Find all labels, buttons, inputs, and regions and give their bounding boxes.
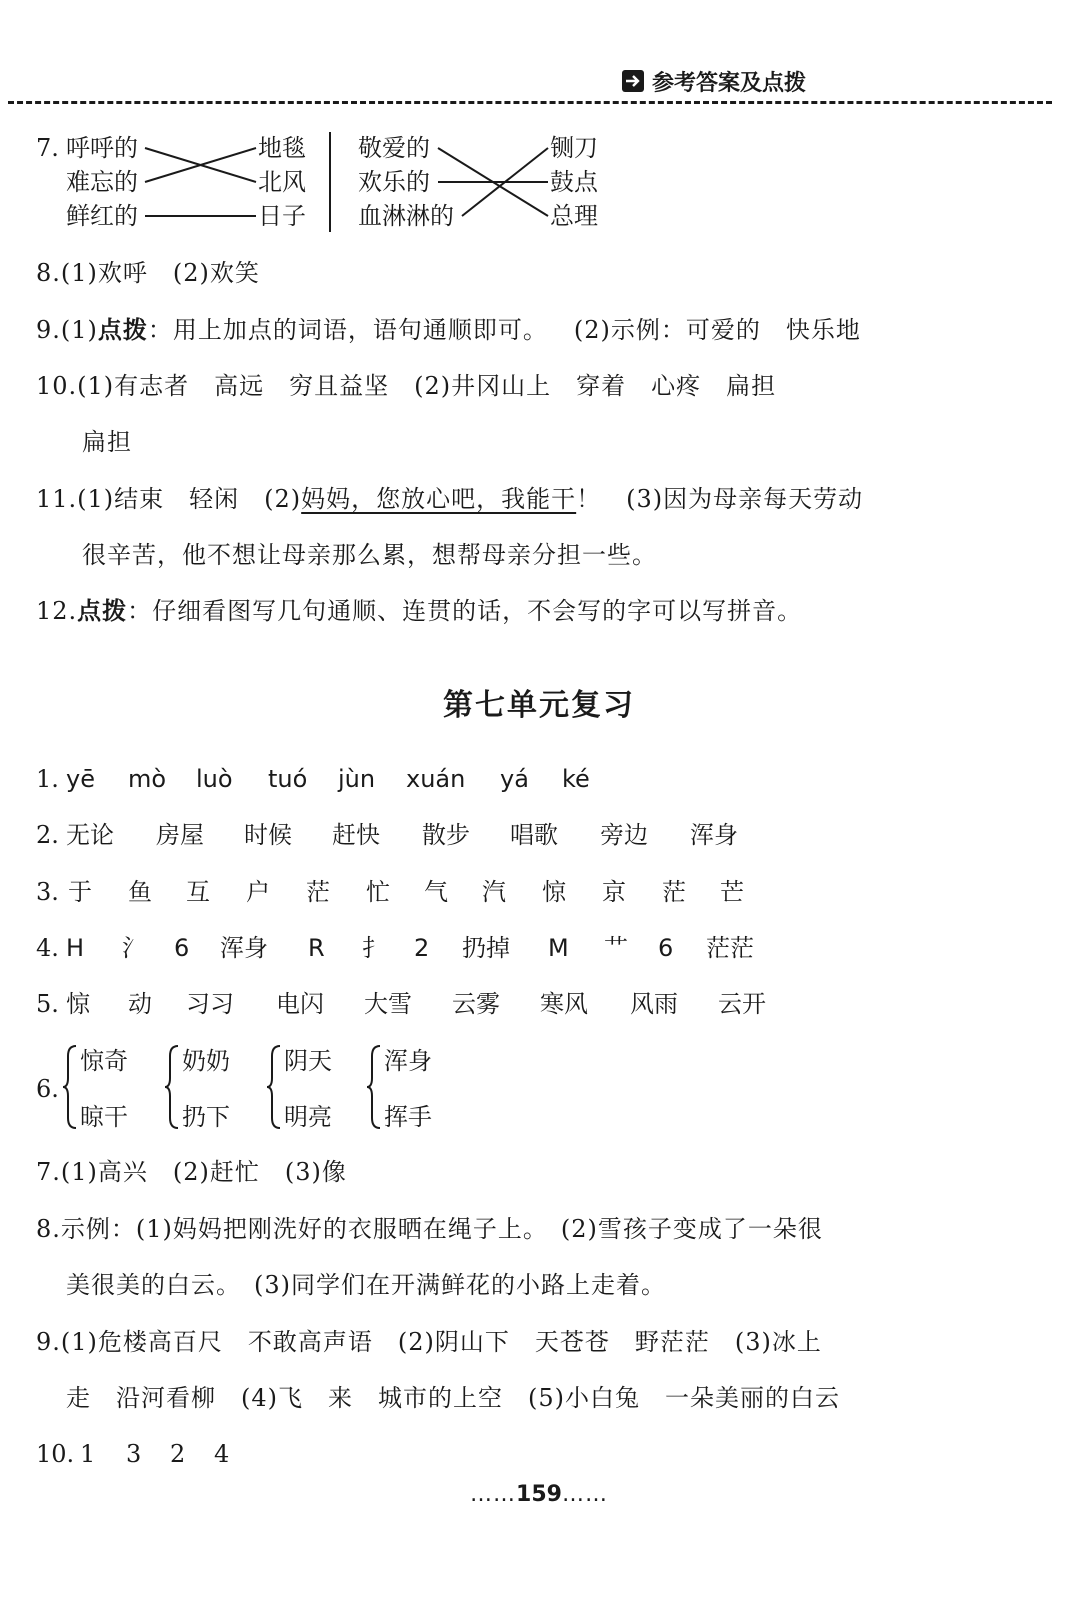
q8-text: (1)欢呼 (2)欢笑 (60, 259, 260, 287)
r1-item: yá (500, 765, 529, 793)
r3-item: 忙 (366, 878, 390, 906)
r3-item: 气 (424, 878, 448, 906)
q10-line-2: 扁担 (82, 428, 132, 456)
q7-number: 7. (36, 134, 59, 162)
dots-left: …… (470, 1482, 517, 1507)
q10-number: 10. (36, 372, 78, 400)
q7-left-b-2: 欢乐的 (358, 168, 430, 196)
r5-item: 习习 (186, 990, 234, 1018)
q12-line (36, 596, 802, 626)
q9-hint-text: ：用上加点的词语，语句通顺即可。 (147, 316, 548, 344)
q11-line-1 (36, 484, 863, 514)
r3-item: 茫 (306, 878, 330, 906)
r5-item: 云雾 (452, 990, 500, 1018)
r3-item: 京 (602, 878, 626, 906)
r3-item: 鱼 (128, 878, 152, 906)
r2-item: 赶快 (332, 821, 380, 849)
r2-item: 浑身 (690, 821, 738, 849)
brace-icon (62, 1044, 78, 1130)
r4-item: 浑身 (220, 934, 268, 962)
q9-part2: (2)示例：可爱的 快乐地 (573, 316, 861, 344)
q11-part2: ！ (3)因为母亲每天劳动 (576, 485, 864, 513)
r10-number: 10. (36, 1440, 75, 1468)
r2-item: 房屋 (156, 821, 204, 849)
r7-text: (1)高兴 (2)赶忙 (3)像 (60, 1158, 347, 1186)
q7-left-a-2: 难忘的 (66, 168, 138, 196)
r9-text-1: (1)危楼高百尺 不敢高声语 (2)阴山下 天苍苍 野茫茫 (3)冰上 (60, 1328, 822, 1356)
r1-item: luò (196, 765, 233, 793)
r7-number: 7. (36, 1158, 61, 1186)
r6-word: 阴天 (284, 1047, 332, 1075)
q11-line-2: 很辛苦，他不想让母亲那么累，想帮母亲分担一些。 (82, 541, 657, 569)
r6-word: 奶奶 (182, 1047, 230, 1075)
q7-left-a-1: 呼呼的 (66, 134, 138, 162)
r5-item: 大雪 (364, 990, 412, 1018)
r3-item: 惊 (542, 878, 566, 906)
r4-item: 6 (174, 934, 190, 962)
q7-left-b-1: 敬爱的 (358, 134, 430, 162)
q10-line-1 (36, 371, 776, 401)
q7-right-a-2: 北风 (258, 168, 306, 196)
r10-item: 2 (170, 1440, 186, 1468)
r7-line (36, 1157, 347, 1187)
r10-item: 1 (80, 1440, 96, 1468)
r3-item: 芒 (720, 878, 744, 906)
dots-right: …… (561, 1482, 608, 1507)
r2-item: 时候 (244, 821, 292, 849)
r4-item: H (66, 934, 85, 962)
r6-word: 惊奇 (80, 1047, 128, 1075)
r2-number: 2. (36, 821, 59, 849)
q7-left-b-3: 血淋淋的 (358, 202, 454, 230)
q8-line (36, 258, 260, 288)
q11-underlined-answer: 妈妈，您放心吧，我能干 (301, 485, 577, 513)
r2-item: 无论 (66, 821, 114, 849)
q9-part1: (1) (60, 316, 98, 344)
r4-item: R (308, 934, 325, 962)
q9-number: 9. (36, 316, 61, 344)
brace-icon (164, 1044, 180, 1130)
r4-item: 6 (658, 934, 674, 962)
r4-item: 2 (414, 934, 430, 962)
q7-right-b-1: 铡刀 (550, 134, 598, 162)
r9-line-1 (36, 1327, 822, 1357)
q11-number: 11. (36, 485, 78, 513)
r8-line-2: 美很美的白云。 (3)同学们在开满鲜花的小路上走着。 (66, 1271, 666, 1299)
r8-number: 8. (36, 1215, 61, 1243)
r6-word: 晾干 (80, 1103, 128, 1131)
brace-icon (366, 1044, 382, 1130)
r1-item: yē (66, 765, 95, 793)
r8-text-1: 示例：(1)妈妈把刚洗好的衣服晒在绳子上。 (2)雪孩子变成了一朵很 (60, 1215, 823, 1243)
q11-part1: (1)结束 轻闲 (2) (77, 485, 302, 513)
r6-word: 扔下 (182, 1103, 230, 1131)
section-title: 第七单元复习 (443, 688, 635, 723)
page-number-value: 159 (516, 1482, 562, 1507)
q7-left-a-3: 鲜红的 (66, 202, 138, 230)
r2-item: 散步 (422, 821, 470, 849)
r8-line-1 (36, 1214, 823, 1244)
r6-word: 挥手 (384, 1103, 432, 1131)
header-title: 参考答案及点拨 (652, 70, 807, 96)
brace-icon (266, 1044, 282, 1130)
r9-number: 9. (36, 1328, 61, 1356)
r6-word: 明亮 (284, 1103, 332, 1131)
r10-item: 4 (214, 1440, 230, 1468)
q7-right-a-3: 日子 (258, 202, 306, 230)
q7-connector-lines (0, 0, 1078, 260)
r5-item: 动 (128, 990, 152, 1018)
r1-item: ké (562, 765, 590, 793)
r5-item: 惊 (66, 990, 90, 1018)
r5-item: 云开 (718, 990, 766, 1018)
q9-hint-label: 点拨 (97, 316, 148, 344)
q12-number: 12. (36, 597, 78, 625)
q9-line (36, 315, 861, 345)
r4-item: 艹 (604, 934, 628, 962)
r4-item: 茫茫 (706, 934, 754, 962)
r10-item: 3 (126, 1440, 142, 1468)
r3-item: 茫 (662, 878, 686, 906)
r3-item: 户 (246, 878, 270, 906)
r1-item: tuó (268, 765, 308, 793)
r5-item: 风雨 (630, 990, 678, 1018)
r5-item: 电闪 (276, 990, 324, 1018)
r5-item: 寒风 (540, 990, 588, 1018)
r4-item: M (548, 934, 569, 962)
page-number (0, 1482, 1078, 1507)
r3-item: 汽 (482, 878, 506, 906)
r1-item: mò (128, 765, 167, 793)
r3-item: 互 (186, 878, 210, 906)
r2-item: 唱歌 (510, 821, 558, 849)
r6-word: 浑身 (384, 1047, 432, 1075)
r6-number: 6. (36, 1075, 59, 1103)
r4-item: 扌 (362, 934, 386, 962)
r4-item: 扔掉 (462, 934, 510, 962)
q7-right-b-3: 总理 (550, 202, 598, 230)
q12-hint-text: ：仔细看图写几句通顺、连贯的话，不会写的字可以写拼音。 (127, 597, 803, 625)
r3-item: 于 (68, 878, 92, 906)
q12-hint-label: 点拨 (77, 597, 128, 625)
r4-number: 4. (36, 934, 59, 962)
q7-right-a-1: 地毯 (258, 134, 306, 162)
q8-number: 8. (36, 259, 61, 287)
r1-number: 1. (36, 765, 59, 793)
r2-item: 旁边 (600, 821, 648, 849)
r9-line-2: 走 沿河看柳 (4)飞 来 城市的上空 (5)小白兔 一朵美丽的白云 (66, 1384, 840, 1412)
r5-number: 5. (36, 990, 59, 1018)
r4-item: 氵 (122, 934, 146, 962)
q10-text-1: (1)有志者 高远 穷且益坚 (2)井冈山上 穿着 心疼 扁担 (77, 372, 777, 400)
r1-item: jùn (338, 765, 376, 793)
r3-number: 3. (36, 878, 59, 906)
r1-item: xuán (406, 765, 466, 793)
q7-right-b-2: 鼓点 (550, 168, 598, 196)
